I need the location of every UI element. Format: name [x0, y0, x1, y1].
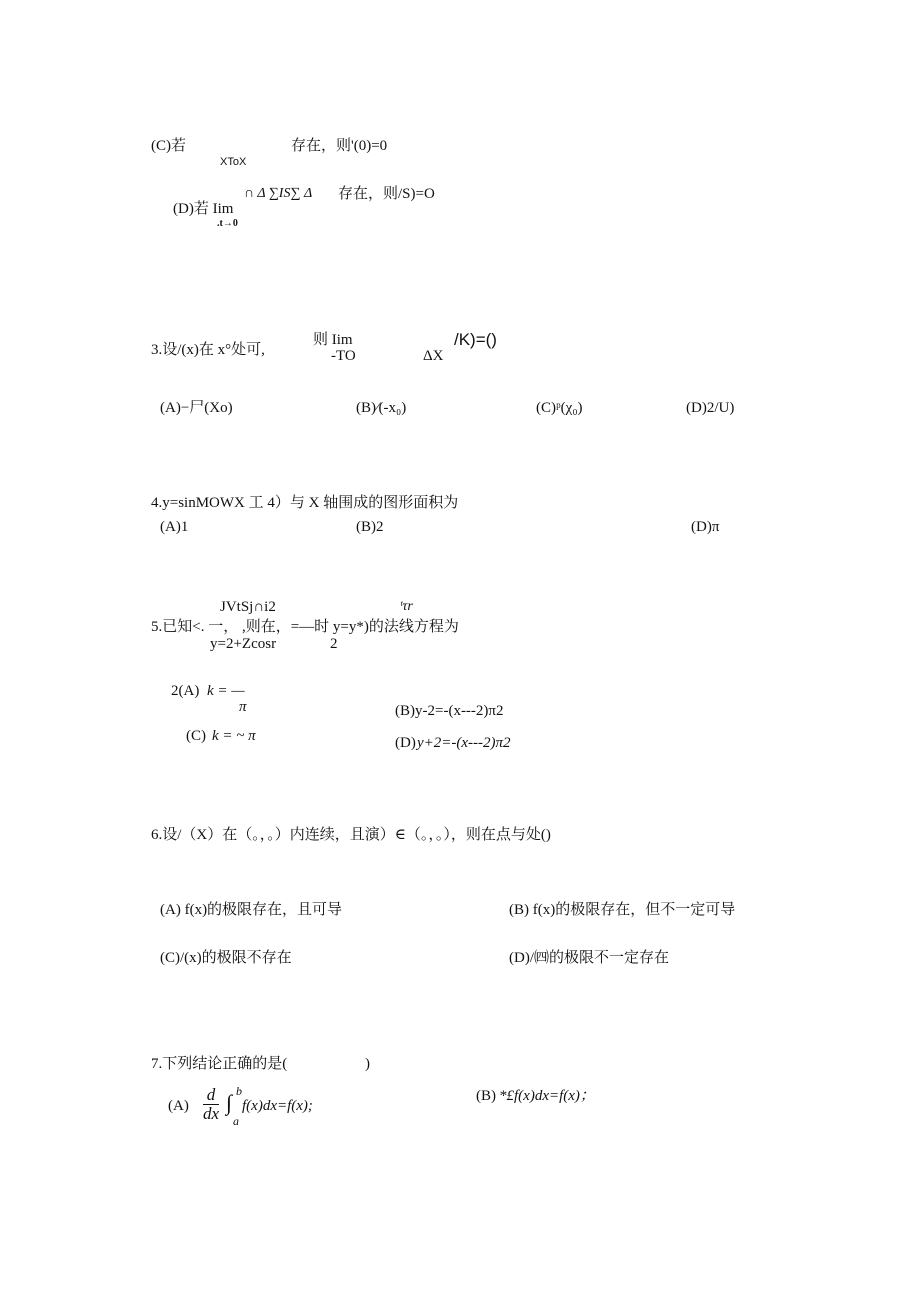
q3-option-b: (B)⁄(-x₀)	[356, 400, 407, 416]
q5-option-b: (B)y-2=-(x---2)π2	[395, 703, 504, 719]
q4-option-a: (A)1	[160, 519, 189, 535]
q2-option-c-subscript: XToX	[220, 156, 247, 168]
q2-option-d-expression: ∩ Δ ∑IS∑ Δ	[244, 186, 313, 201]
q3-delta-x: ΔX	[423, 348, 444, 364]
q3-option-a: (A)−尸(Xo)	[160, 400, 233, 416]
q5-denominator: 2	[330, 636, 338, 652]
q6-stem: 6.设/（X）在（。，。）内连续，且演）∈（。，。），则在点与处()	[151, 827, 551, 843]
q5-system-line-1: JVtSj∩i2	[220, 599, 276, 615]
q6-option-c: (C)/(x)的极限不存在	[160, 950, 292, 966]
q6-option-b: (B) f(x)的极限存在，但不一定可导	[509, 902, 736, 918]
q5-option-a-label: 2(A)	[171, 683, 200, 699]
q4-stem: 4.y=sinMOWX 工 4）与 X 轴围成的图形面积为	[151, 495, 459, 511]
q5-system-line-2: y=2+Zcosr	[210, 636, 277, 652]
q2-option-c-suffix: 存在，则'(0)=0	[291, 138, 388, 154]
q5-option-c-label: (C)	[186, 728, 206, 744]
q5-option-a-expression: k = —	[207, 683, 245, 699]
q4-option-b: (B)2	[356, 519, 384, 535]
q7-option-a-derivative	[203, 1086, 219, 1123]
q7-option-a-integral-sign: ∫	[226, 1090, 233, 1115]
q7-option-a-d-numerator: d	[203, 1086, 219, 1105]
q7-option-a-label: (A)	[168, 1098, 189, 1114]
q3-stem: 3.设/(x)在 x°处可,	[151, 342, 265, 358]
q3-limit-subscript: -TO	[331, 348, 356, 364]
q7-option-b-label: (B)	[476, 1088, 496, 1104]
q2-option-d-suffix: 存在，则/S)=O	[338, 186, 435, 202]
q7-option-a-lower-limit: a	[233, 1114, 239, 1128]
q7-option-b-body: *£f(x)dx=f(x)；	[499, 1088, 595, 1104]
q5-option-c-expression: k = ~ π	[212, 728, 256, 744]
q7-option-a-body: f(x)dx=f(x);	[242, 1098, 313, 1114]
q5-stem: 5.已知<. 一， ,则在，=—时 y=y*)的法线方程为	[151, 619, 459, 635]
q5-option-d-label: (D)	[395, 735, 416, 751]
q3-option-d: (D)2/U)	[686, 400, 735, 416]
q5-system-line-1-sup: ᵗτr	[400, 599, 413, 614]
q2-option-d-subscript: .t→0	[217, 218, 238, 229]
q5-option-d-expression: y+2=-(x---2)π2	[417, 735, 511, 751]
q3-limit-label: 则 Iim	[313, 332, 353, 348]
q2-option-d-prefix: (D)若 Iim	[173, 201, 234, 217]
q7-stem-close: )	[365, 1056, 370, 1072]
q7-stem: 7.下列结论正确的是(	[151, 1056, 288, 1072]
q5-option-a-denominator: π	[239, 699, 247, 715]
q3-tail: /K)=()	[454, 330, 497, 349]
q6-option-d: (D)/㈣的极限不一定存在	[509, 950, 669, 966]
q4-option-d: (D)π	[691, 519, 720, 535]
q2-option-c-prefix: (C)若	[151, 138, 186, 154]
q6-option-a: (A) f(x)的极限存在，且可导	[160, 902, 343, 918]
q7-option-a-d-denominator: dx	[203, 1103, 220, 1123]
q3-option-c: (C)ᵖ(χ₀)	[536, 400, 583, 416]
q7-option-a-upper-limit: b	[236, 1084, 242, 1098]
